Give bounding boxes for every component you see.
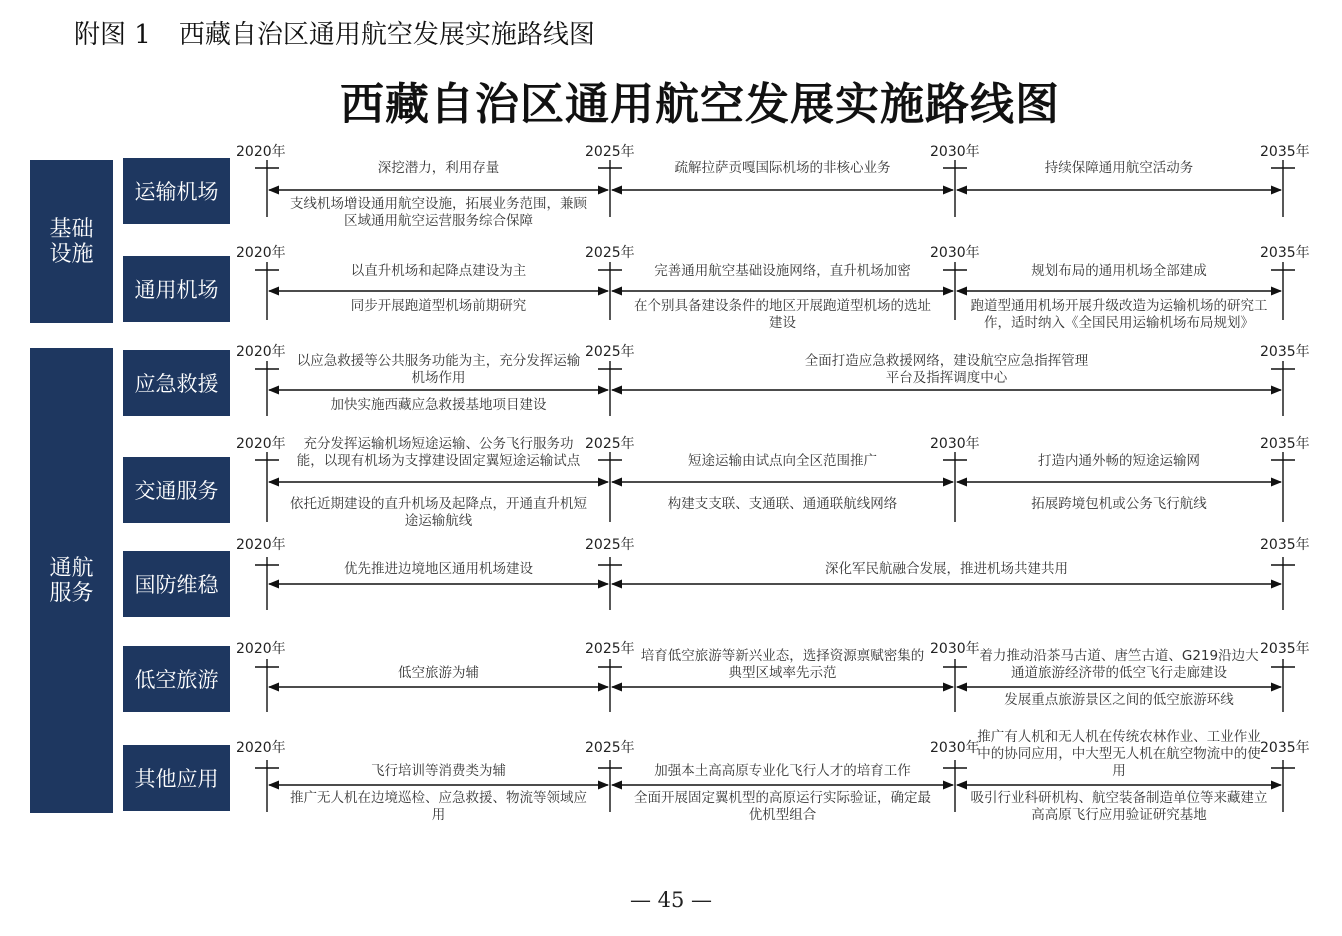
caption-title: 西藏自治区通用航空发展实施路线图	[178, 20, 595, 50]
segment-text-below: 依托近期建设的直升机场及起降点，开通直升机短途运输航线	[290, 496, 587, 529]
year-label: 2035年	[1260, 641, 1310, 657]
segment-text-above: 充分发挥运输机场短途运输、公务飞行服务功能，以现有机场为支撑建设固定翼短途运输试点	[296, 436, 581, 469]
year-label: 2035年	[1260, 245, 1310, 261]
segment-text-below: 跑道型通用机场开展升级改造为运输机场的研究工作，适时纳入《全国民用运输机场布局规划》	[970, 298, 1268, 331]
row-label-box	[123, 256, 230, 322]
year-label: 2030年	[930, 245, 980, 261]
segment-text-below: 吸引行业科研机构、航空装备制造单位等来藏建立高高原飞行应用验证研究基地	[970, 790, 1268, 823]
caption-label: 附图 1	[74, 20, 151, 50]
segment-text-below: 拓展跨境包机或公务飞行航线	[1031, 496, 1207, 512]
year-label: 2020年	[236, 641, 286, 657]
segment-text-above: 飞行培训等消费类为辅	[371, 763, 506, 779]
year-label: 2020年	[236, 344, 286, 360]
row-label: 通用机场	[134, 278, 219, 302]
segment-text-above: 以应急救援等公共服务功能为主，充分发挥运输机场作用	[296, 353, 581, 386]
year-label: 2035年	[1260, 537, 1310, 553]
row-label-box	[123, 158, 230, 224]
segment-text-above: 打造内通外畅的短途运输网	[1038, 453, 1200, 469]
segment-text-below: 全面开展固定翼机型的高原运行实际验证，确定最优机型组合	[634, 790, 931, 823]
segment-text-above: 完善通用航空基础设施网络，直升机场加密	[654, 263, 911, 279]
segment-text-above: 深挖潜力，利用存量	[377, 160, 500, 176]
diagram-title: 西藏自治区通用航空发展实施路线图	[340, 79, 1060, 130]
category-label: 通航 服务	[49, 555, 94, 606]
segment-text-above: 全面打造应急救援网络，建设航空应急指挥管理平台及指挥调度中心	[804, 353, 1089, 386]
year-label: 2035年	[1260, 740, 1310, 756]
segment-text-above: 优先推进边境地区通用机场建设	[344, 561, 533, 577]
row-label: 国防维稳	[134, 573, 219, 597]
year-label: 2025年	[585, 641, 635, 657]
row-label-box	[123, 745, 230, 811]
segment-text-above: 持续保障通用航空活动务	[1044, 160, 1194, 176]
segment-text-above: 着力推动沿茶马古道、唐竺古道、G219沿边大通道旅游经济带的低空飞行走廊建设	[979, 648, 1259, 681]
row-label: 其他应用	[134, 767, 219, 791]
row-label-box	[123, 457, 230, 523]
year-label: 2020年	[236, 245, 286, 261]
year-label: 2025年	[585, 436, 635, 452]
year-label: 2030年	[930, 436, 980, 452]
segment-text-above: 短途运输由试点向全区范围推广	[688, 453, 877, 469]
segment-text-above: 推广有人机和无人机在传统农林作业、工业作业中的协同应用，中大型无人机在航空物流中的使用	[977, 729, 1261, 779]
segment-text-above: 培育低空旅游等新兴业态，选择资源禀赋密集的典型区域率先示范	[640, 648, 925, 681]
year-label: 2025年	[585, 740, 635, 756]
segment-text-above: 疏解拉萨贡嘎国际机场的非核心业务	[674, 160, 891, 176]
year-label: 2020年	[236, 436, 286, 452]
year-label: 2020年	[236, 537, 286, 553]
segment-text-below: 推广无人机在边境巡检、应急救援、物流等领域应用	[290, 790, 587, 823]
row-label-box	[123, 350, 230, 416]
segment-text-below: 同步开展跑道型机场前期研究	[350, 298, 527, 314]
row-label: 应急救援	[134, 372, 219, 396]
segment-text-above: 深化军民航融合发展，推进机场共建共用	[825, 561, 1068, 577]
year-label: 2030年	[930, 740, 980, 756]
year-label: 2030年	[930, 641, 980, 657]
year-label: 2035年	[1260, 344, 1310, 360]
year-label: 2035年	[1260, 436, 1310, 452]
year-label: 2020年	[236, 740, 286, 756]
segment-text-below: 支线机场增设通用航空设施，拓展业务范围，兼顾区域通用航空运营服务综合保障	[290, 196, 587, 229]
year-label: 2025年	[585, 537, 635, 553]
row-label-box	[123, 646, 230, 712]
year-label: 2030年	[930, 144, 980, 160]
year-label: 2025年	[585, 344, 635, 360]
year-label: 2020年	[236, 144, 286, 160]
segment-text-below: 在个别具备建设条件的地区开展跑道型机场的选址建设	[634, 298, 931, 331]
segment-text-above: 以直升机场和起降点建设为主	[350, 263, 527, 279]
segment-text-above: 加强本土高高原专业化飞行人才的培育工作	[654, 763, 911, 779]
segment-text-below: 构建支支联、支通联、通通联航线网络	[667, 496, 898, 512]
segment-text-above: 规划布局的通用机场全部建成	[1031, 263, 1207, 279]
row-label-box	[123, 551, 230, 617]
year-label: 2035年	[1260, 144, 1310, 160]
segment-text-below: 加快实施西藏应急救援基地项目建设	[330, 397, 547, 413]
category-label: 基础 设施	[49, 216, 94, 267]
row-label: 交通服务	[134, 479, 219, 503]
year-label: 2025年	[585, 144, 635, 160]
page-number: — 45 —	[629, 888, 713, 912]
year-label: 2025年	[585, 245, 635, 261]
row-label: 运输机场	[134, 180, 219, 204]
row-label: 低空旅游	[134, 668, 219, 692]
segment-text-above: 低空旅游为辅	[398, 665, 479, 681]
segment-text-below: 发展重点旅游景区之间的低空旅游环线	[1004, 692, 1234, 708]
